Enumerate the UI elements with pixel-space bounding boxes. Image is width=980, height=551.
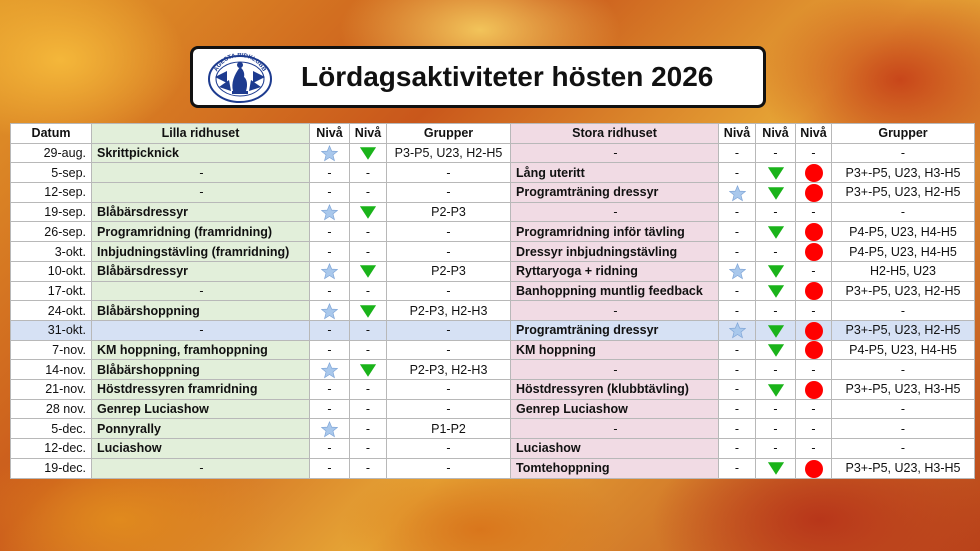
club-logo-icon — [207, 53, 273, 103]
lilla-grupper-cell: - — [387, 399, 511, 419]
lilla-grupper-cell: - — [387, 281, 511, 301]
table-row — [11, 281, 975, 301]
star-icon — [719, 261, 756, 281]
stora-activity-cell: - — [511, 202, 719, 222]
star-icon — [719, 320, 756, 340]
triangle-down-icon — [350, 301, 387, 321]
table-row — [11, 320, 975, 340]
header-row — [11, 124, 975, 144]
lilla-grupper-cell: - — [387, 320, 511, 340]
header-niva: Nivå — [719, 124, 756, 144]
date-cell: 7-nov. — [11, 340, 92, 360]
page-title: Lördagsaktiviteter hösten 2026 — [301, 61, 714, 92]
niva-cell: - — [350, 439, 387, 459]
stora-grupper-cell: H2-H5, U23 — [832, 261, 975, 281]
lilla-grupper-cell: - — [387, 458, 511, 478]
stora-grupper-cell: - — [832, 202, 975, 222]
date-cell: 26-sep. — [11, 222, 92, 242]
stora-grupper-cell: P3+-P5, U23, H2-H5 — [832, 320, 975, 340]
triangle-down-icon — [350, 360, 387, 380]
lilla-grupper-cell: P1-P2 — [387, 419, 511, 439]
stora-grupper-cell: P3+-P5, U23, H3-H5 — [832, 380, 975, 400]
stora-activity-cell: Ryttaryoga + ridning — [511, 261, 719, 281]
niva-cell: - — [756, 419, 796, 439]
stora-activity-cell: Genrep Luciashow — [511, 399, 719, 419]
date-cell: 24-okt. — [11, 301, 92, 321]
red-circle-icon — [796, 163, 832, 183]
stora-grupper-cell: - — [832, 301, 975, 321]
triangle-down-icon — [756, 340, 796, 360]
lilla-grupper-cell: P2-P3, H2-H3 — [387, 301, 511, 321]
niva-cell: - — [756, 242, 796, 262]
stora-grupper-cell: - — [832, 360, 975, 380]
niva-cell: - — [719, 419, 756, 439]
stora-grupper-cell: P4-P5, U23, H4-H5 — [832, 340, 975, 360]
table-row — [11, 183, 975, 203]
stora-activity-cell: Programträning dressyr — [511, 320, 719, 340]
stora-grupper-cell: - — [832, 439, 975, 459]
niva-cell: - — [796, 143, 832, 163]
triangle-down-icon — [350, 202, 387, 222]
header-niva: Nivå — [350, 124, 387, 144]
table-row — [11, 202, 975, 222]
table-row — [11, 242, 975, 262]
table-row — [11, 458, 975, 478]
header-niva: Nivå — [310, 124, 350, 144]
niva-cell: - — [310, 281, 350, 301]
stora-activity-cell: Programträning dressyr — [511, 183, 719, 203]
niva-cell: - — [350, 281, 387, 301]
triangle-down-icon — [756, 183, 796, 203]
niva-cell: - — [310, 183, 350, 203]
red-circle-icon — [796, 183, 832, 203]
date-cell: 19-sep. — [11, 202, 92, 222]
niva-cell: - — [719, 380, 756, 400]
niva-cell: - — [796, 301, 832, 321]
lilla-grupper-cell: - — [387, 242, 511, 262]
niva-cell: - — [796, 202, 832, 222]
header-stora-ridhuset: Stora ridhuset — [511, 124, 719, 144]
stora-activity-cell: Lång uteritt — [511, 163, 719, 183]
lilla-grupper-cell: - — [387, 340, 511, 360]
niva-cell: - — [350, 380, 387, 400]
stora-grupper-cell: - — [832, 399, 975, 419]
niva-cell: - — [756, 202, 796, 222]
stora-activity-cell: Dressyr inbjudningstävling — [511, 242, 719, 262]
niva-cell: - — [796, 261, 832, 281]
stora-activity-cell: KM hoppning — [511, 340, 719, 360]
triangle-down-icon — [756, 222, 796, 242]
date-cell: 28 nov. — [11, 399, 92, 419]
schedule-body — [11, 143, 975, 478]
date-cell: 29-aug. — [11, 143, 92, 163]
table-row — [11, 301, 975, 321]
lilla-activity-cell: - — [92, 320, 310, 340]
lilla-activity-cell: Luciashow — [92, 439, 310, 459]
red-circle-icon — [796, 281, 832, 301]
stora-grupper-cell: P4-P5, U23, H4-H5 — [832, 222, 975, 242]
date-cell: 21-nov. — [11, 380, 92, 400]
table-row — [11, 143, 975, 163]
date-cell: 12-dec. — [11, 439, 92, 459]
lilla-activity-cell: KM hoppning, framhoppning — [92, 340, 310, 360]
lilla-activity-cell: Genrep Luciashow — [92, 399, 310, 419]
niva-cell: - — [719, 301, 756, 321]
stora-activity-cell: - — [511, 360, 719, 380]
lilla-grupper-cell: P3-P5, U23, H2-H5 — [387, 143, 511, 163]
stora-grupper-cell: P3+-P5, U23, H3-H5 — [832, 458, 975, 478]
star-icon — [310, 301, 350, 321]
niva-cell: - — [350, 419, 387, 439]
niva-cell: - — [350, 222, 387, 242]
stora-grupper-cell: P3+-P5, U23, H2-H5 — [832, 183, 975, 203]
table-row — [11, 340, 975, 360]
lilla-grupper-cell: - — [387, 163, 511, 183]
red-circle-icon — [796, 458, 832, 478]
table-row — [11, 380, 975, 400]
date-cell: 17-okt. — [11, 281, 92, 301]
lilla-activity-cell: Blåbärsdressyr — [92, 202, 310, 222]
date-cell: 5-sep. — [11, 163, 92, 183]
niva-cell: - — [796, 399, 832, 419]
table-row — [11, 399, 975, 419]
lilla-grupper-cell: P2-P3, H2-H3 — [387, 360, 511, 380]
stora-activity-cell: Höstdressyren (klubbtävling) — [511, 380, 719, 400]
niva-cell: - — [756, 399, 796, 419]
niva-cell: - — [756, 439, 796, 459]
red-circle-icon — [796, 340, 832, 360]
header-niva: Nivå — [756, 124, 796, 144]
stora-activity-cell: - — [511, 419, 719, 439]
lilla-activity-cell: - — [92, 183, 310, 203]
niva-cell: - — [310, 399, 350, 419]
niva-cell: - — [350, 183, 387, 203]
niva-cell: - — [350, 163, 387, 183]
lilla-activity-cell: Blåbärsdressyr — [92, 261, 310, 281]
table-row — [11, 261, 975, 281]
lilla-grupper-cell: - — [387, 183, 511, 203]
niva-cell: - — [796, 439, 832, 459]
lilla-grupper-cell: P2-P3 — [387, 261, 511, 281]
lilla-activity-cell: Skrittpicknick — [92, 143, 310, 163]
niva-cell: - — [719, 281, 756, 301]
niva-cell: - — [310, 222, 350, 242]
triangle-down-icon — [756, 163, 796, 183]
stora-grupper-cell: P3+-P5, U23, H2-H5 — [832, 281, 975, 301]
triangle-down-icon — [756, 458, 796, 478]
niva-cell: - — [310, 320, 350, 340]
date-cell: 3-okt. — [11, 242, 92, 262]
lilla-activity-cell: Ponnyrally — [92, 419, 310, 439]
stora-grupper-cell: P4-P5, U23, H4-H5 — [832, 242, 975, 262]
stora-activity-cell: Tomtehoppning — [511, 458, 719, 478]
stora-grupper-cell: P3+-P5, U23, H3-H5 — [832, 163, 975, 183]
triangle-down-icon — [350, 143, 387, 163]
stora-activity-cell: - — [511, 143, 719, 163]
stora-grupper-cell: - — [832, 143, 975, 163]
lilla-activity-cell: - — [92, 281, 310, 301]
star-icon — [310, 202, 350, 222]
star-icon — [310, 360, 350, 380]
niva-cell: - — [719, 143, 756, 163]
triangle-down-icon — [756, 281, 796, 301]
niva-cell: - — [719, 360, 756, 380]
niva-cell: - — [719, 222, 756, 242]
header-lilla-ridhuset: Lilla ridhuset — [92, 124, 310, 144]
svg-text:ÄGESTA RIDKLUBB: ÄGESTA RIDKLUBB — [213, 53, 267, 73]
lilla-activity-cell: Blåbärshoppning — [92, 301, 310, 321]
stora-activity-cell: Banhoppning muntlig feedback — [511, 281, 719, 301]
date-cell: 19-dec. — [11, 458, 92, 478]
niva-cell: - — [756, 301, 796, 321]
table-row — [11, 163, 975, 183]
stora-grupper-cell: - — [832, 419, 975, 439]
niva-cell: - — [796, 419, 832, 439]
header-datum: Datum — [11, 124, 92, 144]
lilla-activity-cell: - — [92, 163, 310, 183]
lilla-activity-cell: Höstdressyren framridning — [92, 380, 310, 400]
stora-activity-cell: Luciashow — [511, 439, 719, 459]
lilla-activity-cell: - — [92, 458, 310, 478]
lilla-activity-cell: Blåbärshoppning — [92, 360, 310, 380]
red-circle-icon — [796, 222, 832, 242]
niva-cell: - — [719, 242, 756, 262]
niva-cell: - — [796, 360, 832, 380]
niva-cell: - — [350, 242, 387, 262]
header-niva: Nivå — [796, 124, 832, 144]
lilla-grupper-cell: - — [387, 222, 511, 242]
lilla-grupper-cell: P2-P3 — [387, 202, 511, 222]
niva-cell: - — [350, 340, 387, 360]
niva-cell: - — [719, 202, 756, 222]
schedule-table — [10, 123, 975, 479]
table-row — [11, 439, 975, 459]
niva-cell: - — [719, 439, 756, 459]
niva-cell: - — [719, 399, 756, 419]
star-icon — [310, 261, 350, 281]
niva-cell: - — [310, 380, 350, 400]
date-cell: 14-nov. — [11, 360, 92, 380]
date-cell: 12-sep. — [11, 183, 92, 203]
niva-cell: - — [310, 458, 350, 478]
triangle-down-icon — [756, 380, 796, 400]
red-circle-icon — [796, 320, 832, 340]
triangle-down-icon — [350, 261, 387, 281]
star-icon — [310, 419, 350, 439]
triangle-down-icon — [756, 320, 796, 340]
table-row — [11, 222, 975, 242]
lilla-activity-cell: Programridning (framridning) — [92, 222, 310, 242]
header-grupper: Grupper — [387, 124, 511, 144]
header-grupper: Grupper — [832, 124, 975, 144]
table-row — [11, 419, 975, 439]
niva-cell: - — [756, 143, 796, 163]
niva-cell: - — [350, 399, 387, 419]
niva-cell: - — [719, 340, 756, 360]
stora-activity-cell: - — [511, 301, 719, 321]
triangle-down-icon — [756, 261, 796, 281]
niva-cell: - — [756, 360, 796, 380]
lilla-grupper-cell: - — [387, 380, 511, 400]
date-cell: 31-okt. — [11, 320, 92, 340]
stora-activity-cell: Programridning inför tävling — [511, 222, 719, 242]
niva-cell: - — [310, 439, 350, 459]
lilla-grupper-cell: - — [387, 439, 511, 459]
niva-cell: - — [310, 163, 350, 183]
date-cell: 5-dec. — [11, 419, 92, 439]
red-circle-icon — [796, 380, 832, 400]
niva-cell: - — [350, 458, 387, 478]
lilla-activity-cell: Inbjudningstävling (framridning) — [92, 242, 310, 262]
star-icon — [719, 183, 756, 203]
table-row — [11, 360, 975, 380]
niva-cell: - — [310, 242, 350, 262]
star-icon — [310, 143, 350, 163]
title-banner — [190, 46, 766, 108]
niva-cell: - — [350, 320, 387, 340]
red-circle-icon — [796, 242, 832, 262]
niva-cell: - — [719, 458, 756, 478]
niva-cell: - — [719, 163, 756, 183]
niva-cell: - — [310, 340, 350, 360]
date-cell: 10-okt. — [11, 261, 92, 281]
